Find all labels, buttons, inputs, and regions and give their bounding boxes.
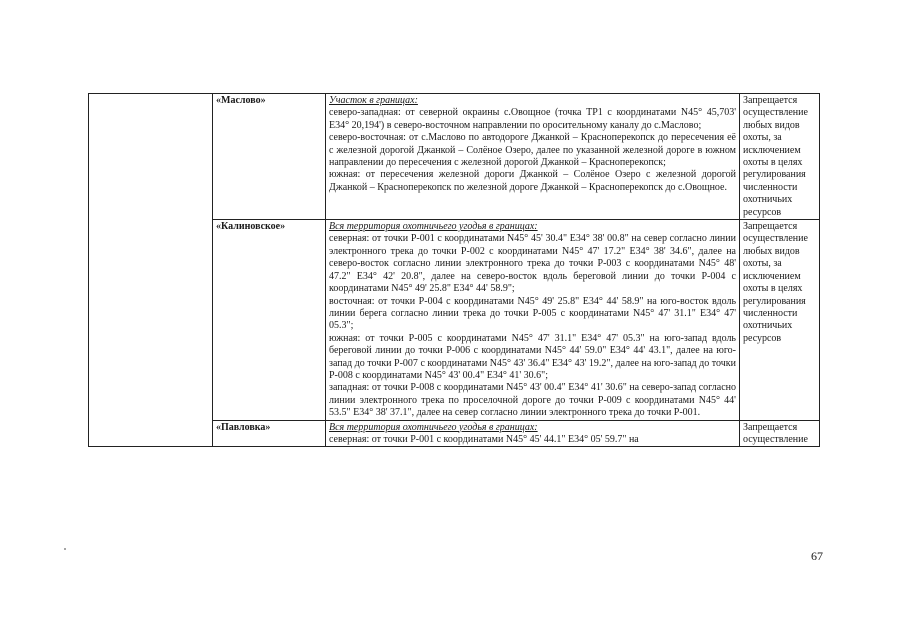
hunting-grounds-table xyxy=(88,93,820,447)
page-number: 67 xyxy=(811,549,823,563)
hunting-rule-maslovo xyxy=(740,94,820,220)
boundaries-heading: Вся территория охотничьего угодья в границах: xyxy=(329,221,538,233)
hunting-rule-text: Запрещается осуществление любых видов охоты, за исключением охоты в целях регулирования численности охотничьих ресурсов xyxy=(743,95,808,218)
area-name-kalinovskoe: «Калиновское» xyxy=(213,220,326,421)
boundary-paragraph: северо-восточная: от с.Маслово по автодороге Джанкой – Красноперекопск до пересечения её с железной дорогой Джанкой – Солёное Озеро, далее по указанной железной дороге в южном направлении до пересечения с железной дорогой Джанкой – Красноперекопск; xyxy=(329,132,736,169)
area-name-maslovo: «Маслово» xyxy=(213,94,326,220)
area-name-pavlovka: «Павловка» xyxy=(213,420,326,447)
boundary-paragraph: северная: от точки Р-001 с координатами N45° 45' 44.1" E34° 05' 59.7" на xyxy=(329,433,639,445)
boundary-paragraph: северная: от точки Р-001 с координатами N45° 45' 30.4" E34° 38' 00.8" на север согласно линии электронного трека до точки Р-002 с координатами N45° 47' 17.2" E34° 38' 34.6", далее на северо-восток согласно линии электронного трека до точки Р-003 с координатами N45° 48' 47.2" E34° 42' 20.8", далее на северо-восток вдоль береговой линии до точки Р-004 с координатами N45° 49' 25.8" E34° 44' 58.9"; xyxy=(329,233,736,295)
boundary-paragraph: северо-западная: от северной окраины с.Овощное (точка ТР1 с координатами N45° 45,703' E34° 20,194') в северо-восточном направлении по оросительному каналу до с.Маслово; xyxy=(329,107,736,131)
boundary-paragraph: восточная: от точки Р-004 с координатами N45° 49' 25.8" E34° 44' 58.9" на юго-восток вдоль линии берега согласно линии трека до точки Р-005 с координатами N45° 47' 31.1" E34° 47' 05.3"; xyxy=(329,295,736,332)
row-number-cell xyxy=(89,94,213,447)
scan-speck xyxy=(64,548,66,550)
area-boundaries-kalinovskoe xyxy=(326,220,740,421)
hunting-rule-text: Запрещается осуществление любых видов охоты, за исключением охоты в целях регулирования численности охотничьих ресурсов xyxy=(743,221,808,344)
boundary-paragraph: западная: от точки Р-008 с координатами N45° 43' 00.4" E34° 41' 30.6" на северо-запад согласно линии электронного трека по проселочной дороге до точки Р-009 с координатами N45° 44' 53.5" E34° 38' 37.1", далее на север согласно линии электронного трека до точки Р-001. xyxy=(329,382,736,419)
hunting-rule-pavlovka xyxy=(740,420,820,447)
hunting-rule-kalinovskoe xyxy=(740,220,820,421)
table-row xyxy=(89,94,820,220)
boundary-paragraph: южная: от пересечения железной дороги Джанкой – Солёное Озеро с железной дорогой Джанкой – Красноперекопск по железной дороге Джанкой – Красноперекопск до с.Овощное. xyxy=(329,169,736,193)
boundaries-heading: Вся территория охотничьего угодья в границах: xyxy=(329,421,538,433)
area-boundaries-pavlovka xyxy=(326,420,740,447)
hunting-rule-text: Запрещается осуществление xyxy=(743,421,808,445)
boundaries-heading: Участок в границах: xyxy=(329,95,418,106)
area-boundaries-maslovo xyxy=(326,94,740,220)
boundary-paragraph: южная: от точки Р-005 с координатами N45° 47' 31.1" E34° 47' 05.3" на юго-запад вдоль береговой линии до точки Р-006 с координатами N45° 44' 59.0" E34° 44' 43.1", далее на юго-запад до точки Р-007 с координатами N45° 43' 36.4" E34° 43' 19.2", далее на юго-запад до точки Р-008 с координатами N45° 43' 00.4" E34° 41' 30.6"; xyxy=(329,332,736,381)
